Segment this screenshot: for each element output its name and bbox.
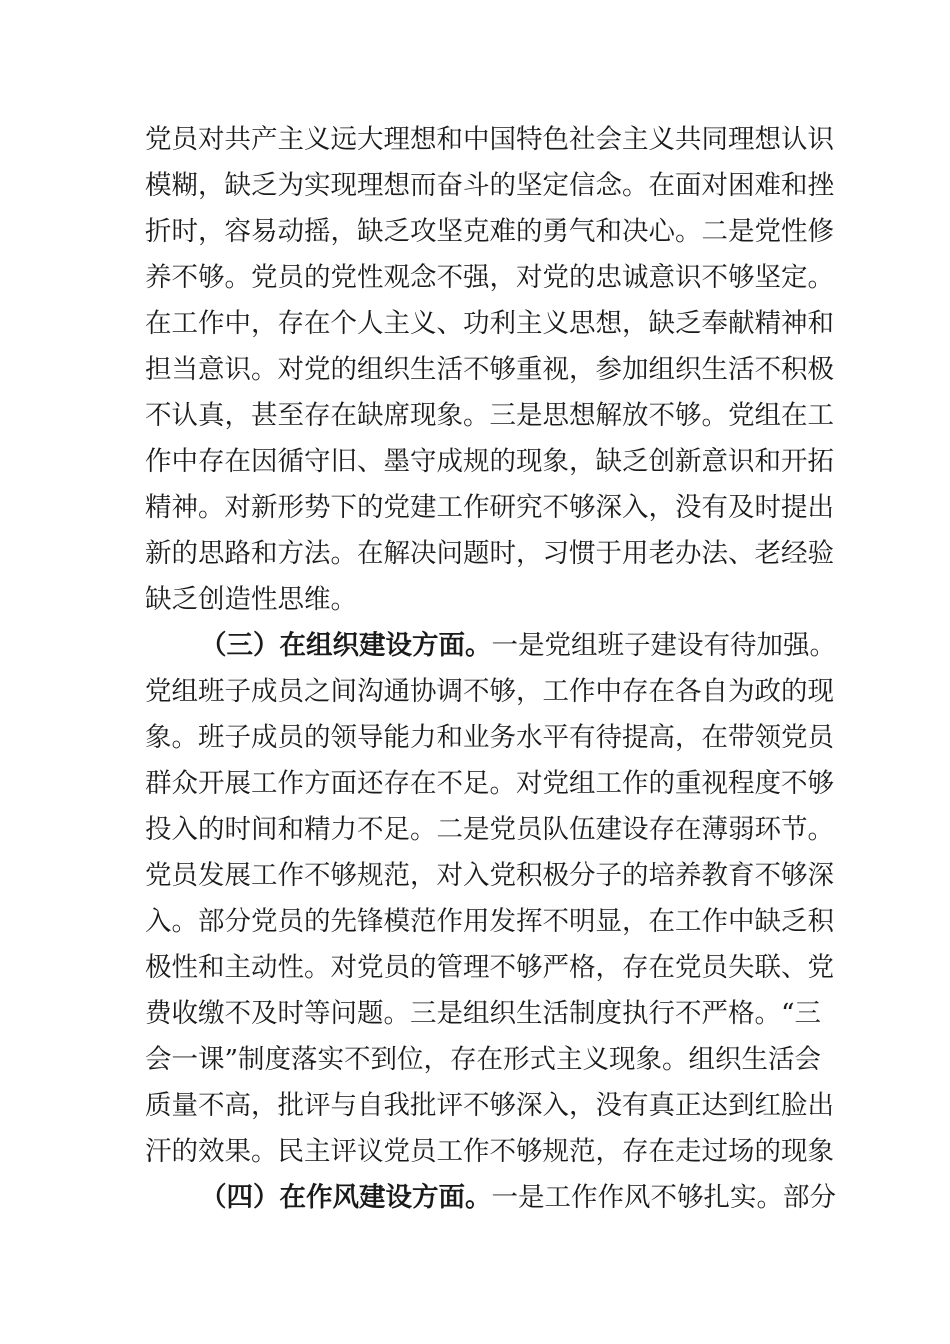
- paragraph-line: 担当意识。对党的组织生活不够重视，参加组织生活不积极: [145, 354, 834, 385]
- paragraph-line: 象。班子成员的领导能力和业务水平有待提高，在带领党员: [145, 722, 834, 753]
- section-4-first-line-text: 一是工作作风不够扎实。部分: [491, 1182, 836, 1213]
- section-4-first-line: [200, 1178, 836, 1218]
- paragraph-line: 新的思路和方法。在解决问题时，习惯于用老办法、老经验: [145, 538, 834, 569]
- paragraph-line: 折时，容易动摇，缺乏攻坚克难的勇气和决心。二是党性修: [145, 216, 834, 247]
- section-4-heading: （四）在作风建设方面。: [200, 1182, 492, 1213]
- paragraph-line: 群众开展工作方面还存在不足。对党组工作的重视程度不够: [145, 768, 834, 799]
- paragraph-line: 费收缴不及时等问题。三是组织生活制度执行不严格。“三: [145, 998, 822, 1029]
- paragraph-line: 质量不高，批评与自我批评不够深入，没有真正达到红脸出: [145, 1090, 834, 1121]
- section-3-first-line-text: 一是党组班子建设有待加强。: [491, 630, 836, 661]
- paragraph-line: 模糊，缺乏为实现理想而奋斗的坚定信念。在面对困难和挫: [145, 170, 834, 201]
- paragraph-line: 在工作中，存在个人主义、功利主义思想，缺乏奉献精神和: [145, 308, 834, 339]
- section-3-heading: （三）在组织建设方面。: [200, 630, 492, 661]
- paragraph-line: 养不够。党员的党性观念不强，对党的忠诚意识不够坚定。: [145, 262, 834, 293]
- paragraph-line: 极性和主动性。对党员的管理不够严格，存在党员失联、党: [145, 952, 834, 983]
- paragraph-line: 党组班子成员之间沟通协调不够，工作中存在各自为政的现: [145, 676, 834, 707]
- paragraph-line: 不认真，甚至存在缺席现象。三是思想解放不够。党组在工: [145, 400, 834, 431]
- paragraph-line: 投入的时间和精力不足。二是党员队伍建设存在薄弱环节。: [145, 814, 834, 845]
- paragraph-line: 精神。对新形势下的党建工作研究不够深入，没有及时提出: [145, 492, 834, 523]
- paragraph-line: 党员对共产主义远大理想和中国特色社会主义共同理想认识: [145, 124, 834, 155]
- paragraph-line: 缺乏创造性思维。: [145, 584, 357, 615]
- section-3-first-line: [200, 626, 836, 666]
- paragraph-line: 入。部分党员的先锋模范作用发挥不明显，在工作中缺乏积: [145, 906, 834, 937]
- paragraph-line: 党员发展工作不够规范，对入党积极分子的培养教育不够深: [145, 860, 834, 891]
- paragraph-line: 汗的效果。民主评议党员工作不够规范，存在走过场的现象: [145, 1136, 834, 1167]
- paragraph-line: 作中存在因循守旧、墨守成规的现象，缺乏创新意识和开拓: [145, 446, 834, 477]
- paragraph-line: 会一课”制度落实不到位，存在形式主义现象。组织生活会: [145, 1044, 822, 1075]
